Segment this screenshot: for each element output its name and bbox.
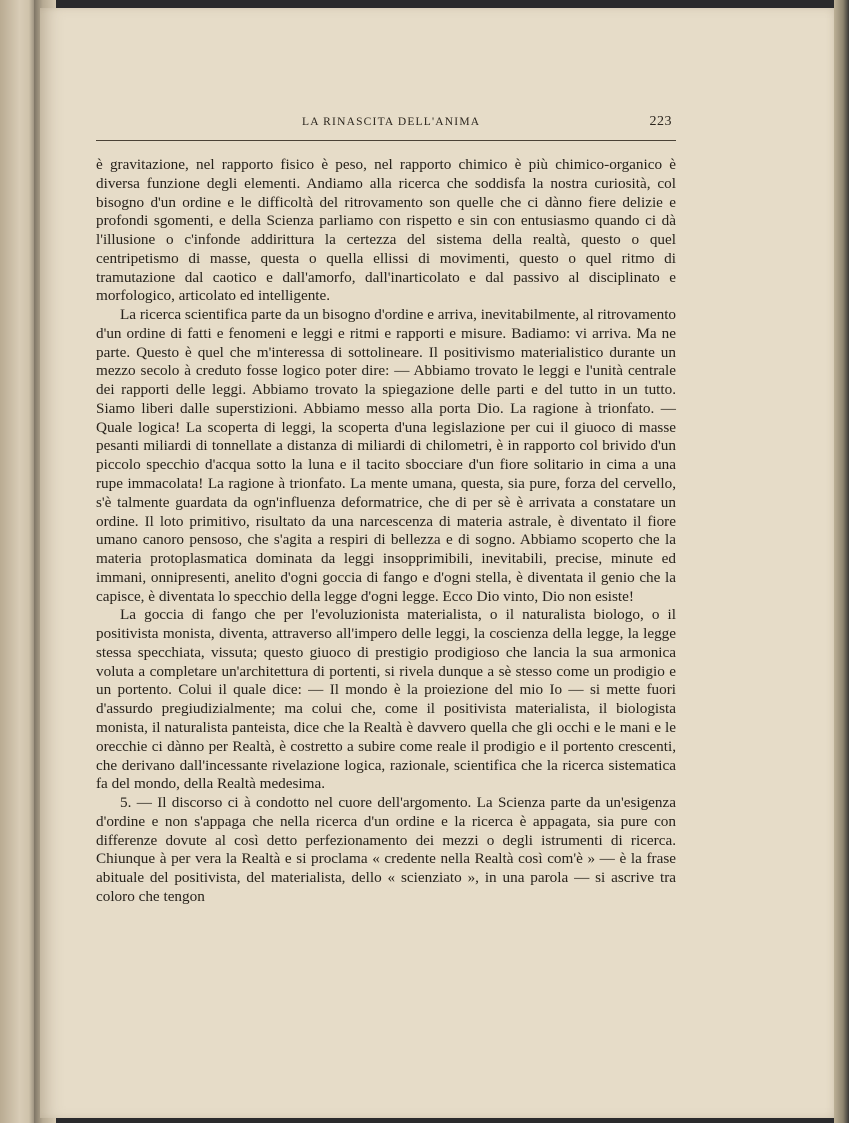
paragraph: è gravitazione, nel rapporto fisico è peso, nel rapporto chimico è più chimico-organico è diversa funzione degli elementi. Andiamo alla ricerca che soddisfa la nostra curiosità, col bisogno d'un ordine e le difficoltà del ritrovamento son quelle che ci dànno fiere delizie e profondi sgomenti, e della Scienza parliamo con rispetto e sin con entusiasmo quando ci dà l'illusione o c'infonde addirittura la certezza del sistema della realtà, questo o quel centripetismo di masse, questa o quella ellissi di movimenti, questo o quel ritmo di tramutazione dal caotico e dall'amorfo, dall'inarticolato e dal passivo al disciplinato e morfologico, articolato ed intelligente.: [96, 156, 676, 305]
page-edge-right: [834, 0, 849, 1123]
running-title: LA RINASCITA DELL'ANIMA: [302, 116, 481, 128]
running-head: [96, 114, 676, 134]
page-number: 223: [649, 114, 672, 129]
paragraph: La goccia di fango che per l'evoluzionista materialista, o il naturalista biologo, o il positivista monista, diventa, attraverso all'impero delle leggi, la coscienza della legge, la legge stessa specchiata, vissuta; questo giuoco di prestigio prodigioso che lancia la sua armonica voluta a completare un'architettura di portenti, si rivela dunque a sè stesso come un prodigio e un portento. Colui il quale dice: — Il mondo è la proiezione del mio Io — si mette fuori d'assurdo pregiudizialmente; ma colui che, come il positivista materialista, il biologista monista, il naturalista panteista, dice che la Realtà è davvero quella che gli occhi e le mani e le orecchie ci dànno per Realtà, è costretto a subire come reale il prodigio e il portento crescenti, che derivano dall'incessante rivelazione logica, razionale, scientifica che la ricerca sistematica fa del mondo, della Realtà medesima.: [96, 606, 676, 793]
facing-page-edge: [0, 0, 36, 1123]
paragraph: 5. — Il discorso ci à condotto nel cuore dell'argomento. La Scienza parte da un'esigenza d'ordine e non s'appaga che nella ricerca d'un ordine e la ricerca è appagata, sia pure con differenze dovute al così detto perfezionamento dei mezzi o degli istrumenti di ricerca. Chiunque à per vera la Realtà e si proclama « credente nella Realtà così com'è » — è la frase abituale del positivista, del materialista, dello « scienziato », in una parola — si ascrive tra coloro che tengon: [96, 794, 676, 905]
header-rule: [96, 140, 676, 141]
body-text: [96, 156, 676, 907]
paragraph: La ricerca scientifica parte da un bisogno d'ordine e arriva, inevitabilmente, al ritrovamento d'un ordine di fatti e fenomeni e leggi e ritmi e rapporti e misure. Badiamo: vi arriva. Ma ne parte. Questo è quel che m'interessa di sottolineare. Il positivismo materialistico durante un mezzo secolo à creduto fosse logico poter dire: — Abbiamo trovato le leggi e l'unità centrale dei rapporti delle leggi. Abbiamo trovato la spiegazione delle parti e del tutto in un tutto. Siamo liberi dalle superstizioni. Abbiamo messo alla porta Dio. La ragione à trionfato. — Quale logica! La scoperta di leggi, la scoperta d'una legislazione per cui il giuoco di masse pesanti miliardi di tonnellate a distanza di miliardi di chilometri, è in rapporto col brivido d'un piccolo specchio d'acqua sotto la luna e il tacito sbocciare d'un fiore solitario in cima a una rupe immacolata! La ragione à trionfato. La mente umana, questa, sia pure, forza del cervello, s'è talmente guardata da ogn'influenza deformatrice, che di per sè è arrivata a constatare un ordine. Il loto primitivo, risultato da una narcescenza di materia astrale, è diventato il fiore umano canoro pensoso, che s'agita a respiri di bellezza e di sogno. Abbiamo scoperto che la materia protoplasmatica dominata da leggi insopprimibili, inevitabili, precise, minute ed immani, onnipresenti, anelito d'ogni goccia di fango e d'ogni stella, è diventata il genio che la capisce, è diventata lo specchio della legge d'ogni legge. Ecco Dio vinto, Dio non esiste!: [96, 306, 677, 605]
